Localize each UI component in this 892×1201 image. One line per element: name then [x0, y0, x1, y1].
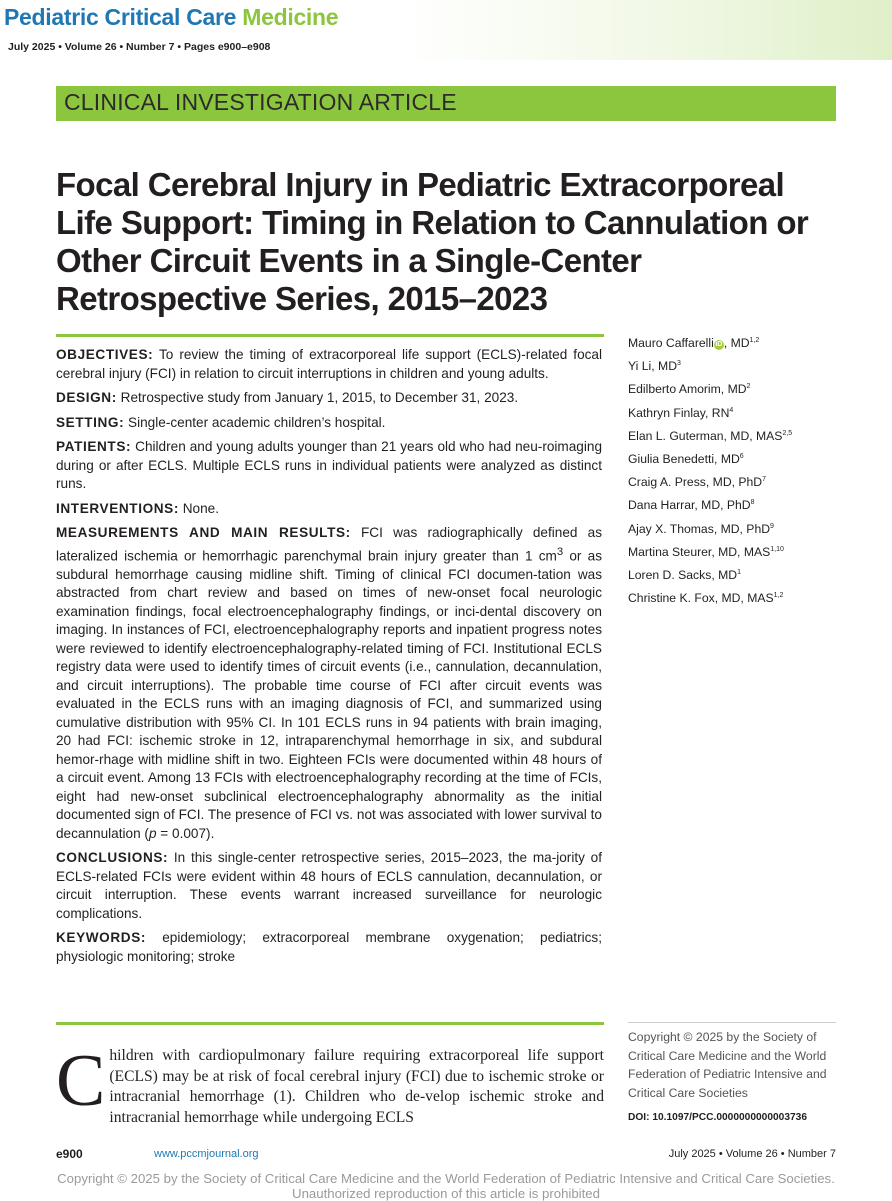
- sidebar-divider: [628, 1022, 836, 1023]
- author-item: [628, 334, 858, 357]
- abstract-patients: [56, 438, 602, 494]
- setting-heading: SETTING:: [56, 414, 125, 430]
- results-text-3: = 0.007).: [156, 825, 215, 841]
- interventions-heading: INTERVENTIONS:: [56, 500, 179, 516]
- author-item: [628, 589, 858, 612]
- abstract-bottom-rule: [56, 1022, 604, 1025]
- author-affiliation: 3: [677, 360, 681, 368]
- abstract-design: [56, 389, 602, 408]
- setting-text: Single-center academic children’s hospital.: [128, 414, 386, 430]
- design-text: Retrospective study from January 1, 2015, to December 31, 2023.: [120, 390, 519, 405]
- author-item: [628, 543, 858, 566]
- abstract-conclusions: [56, 849, 602, 923]
- author-item: [628, 427, 858, 450]
- author-affiliation: 2: [746, 383, 751, 391]
- author-degree: , MD: [711, 567, 738, 582]
- author-degree: , MD, MAS: [714, 591, 774, 606]
- footer-issue-line: July 2025 • Volume 26 • Number 7: [668, 1148, 836, 1160]
- author-item: [628, 520, 858, 543]
- results-p-symbol: p: [148, 825, 157, 841]
- body-paragraph: hildren with cardiopulmonary failure requiring extracorporeal life support (ECLS) may be at risk of focal cerebral injury (FCI) due to ischemic stroke or intracranial hemorrhage (1). Children who de-velop ischemic stroke and intracranial hemorrhage while undergoing ECLS: [109, 1047, 604, 1126]
- author-degree: , MD, PhD: [705, 475, 763, 490]
- article-type-label: CLINICAL INVESTIGATION ARTICLE: [64, 89, 457, 115]
- author-name: Craig A. Press: [628, 475, 706, 490]
- conclusions-heading: CONCLUSIONS:: [56, 850, 169, 866]
- journal-name-part1: Pediatric Critical Care: [4, 4, 237, 30]
- author-name: Edilberto Amorim: [628, 382, 721, 397]
- legal-notice: [0, 1171, 892, 1201]
- author-name: Martina Steurer: [628, 544, 712, 559]
- abstract-setting: [56, 414, 602, 433]
- author-item: [628, 496, 858, 519]
- journal-url-link[interactable]: www.pccmjournal.org: [154, 1148, 259, 1160]
- author-affiliation: 1: [737, 568, 741, 576]
- author-item: [628, 566, 858, 589]
- abstract-interventions: [56, 500, 602, 519]
- keywords-text: epidemiology; extracorporeal membrane oxygenation; pediatrics; physiologic monitoring; stroke: [56, 930, 602, 964]
- author-degree: , MD: [723, 336, 750, 350]
- author-affiliation: 1,10: [770, 545, 784, 553]
- author-affiliation: 2,5: [782, 429, 793, 437]
- legal-line-1: Copyright © 2025 by the Society of Critical Care Medicine and the World Federation of Pediatric Intensive and Critical Care Societies.: [57, 1171, 835, 1186]
- journal-logo: [4, 4, 338, 31]
- author-name: Mauro Caffarelli: [628, 336, 714, 350]
- author-item: [628, 404, 858, 427]
- abstract-top-rule: [56, 334, 604, 337]
- objectives-text: To review the timing of extracorporeal life support (ECLS)-related focal cerebral injury (FCI) in relation to circuit interruptions in children and young adults.: [56, 347, 603, 381]
- author-affiliation: 8: [750, 499, 755, 507]
- author-name: Elan L. Guterman: [628, 428, 724, 443]
- abstract-results: [56, 524, 602, 843]
- author-degree: , MD, PhD: [713, 521, 771, 536]
- author-degree: , MD: [720, 382, 747, 397]
- abstract-objectives: [56, 346, 602, 383]
- author-degree: , MD: [714, 451, 740, 466]
- author-degree: , MD, PhD: [694, 498, 751, 513]
- author-degree: , MD, MAS: [723, 428, 783, 443]
- issue-line: July 2025 • Volume 26 • Number 7 • Pages e900–e908: [8, 41, 271, 53]
- orcid-icon[interactable]: iD: [715, 341, 723, 348]
- author-name: Giulia Benedetti: [628, 451, 715, 466]
- author-name: Loren D. Sacks: [628, 567, 712, 582]
- author-name: Dana Harrar: [628, 498, 695, 513]
- author-item: [628, 473, 858, 496]
- copyright-notice: Copyright © 2025 by the Society of Critical Care Medicine and the World Federation of Pediatric Intensive and Critical Care Societies: [628, 1030, 827, 1100]
- author-affiliation: 1,2: [773, 592, 784, 600]
- legal-line-2: Unauthorized reproduction of this article is prohibited: [292, 1186, 600, 1201]
- author-name: Kathryn Finlay: [628, 405, 705, 420]
- body-text: [56, 1040, 604, 1128]
- abstract-keywords: [56, 929, 602, 966]
- page-number: e900: [56, 1147, 83, 1161]
- keywords-heading: KEYWORDS:: [56, 930, 146, 946]
- conclusions-text: In this single-center retrospective series, 2015–2023, the ma-jority of ECLS-related FCIs were evident within 48 hours of ECLS cannulation, decannulation, or circuit interruption. These events warrant increased surveillance for neurologic complications.: [56, 850, 602, 921]
- interventions-text: None.: [182, 500, 220, 516]
- article-title: Focal Cerebral Injury in Pediatric Extracorporeal Life Support: Timing in Relation to Cannulation or Other Circuit Events in a Single-Center Retrospective Series, 2015–2023: [56, 166, 809, 317]
- author-degree: , MD: [651, 359, 677, 374]
- author-item: [628, 380, 858, 403]
- results-superscript: 3: [556, 545, 564, 558]
- author-affiliation: 7: [762, 476, 767, 484]
- author-affiliation: 9: [770, 522, 774, 530]
- patients-heading: PATIENTS:: [56, 439, 132, 454]
- patients-text: Children and young adults younger than 21 years old who had neu-roimaging during or after ECLS. Multiple ECLS runs in individual patients were analyzed as distinct runs.: [56, 439, 603, 491]
- results-text-2: or as subdural hemorrhage causing midline shift. Timing of clinical FCI documen-tation was abstracted from chart review and based on times of new-onset focal neurologic examination findings, focal electroencephalography findings, or inci-dental discovery on imaging. In instances of FCI, electroencephalography reports and inpatient progress notes were reviewed to identify electroencephalography-related timing of FCI. Institutional ECLS registry data were used to identify times of circuit events (i.e., cannulation, decannulation, and circuit interruptions). The probable time course of FCI after circuit events was evaluated in the ECLS runs with an imaging diagnosis of FCI, and summarized using cumulative distribution with 95% CI. In 101 ECLS runs in 94 patients with brain imaging, 20 had FCI: ischemic stroke in 12, intraparenchymal hemorrhage in six, and subdural hemor-rhage with midline shift in two. Eighteen FCIs were documented within 48 hours of a circuit event. Among 13 FCIs with electroencephalography recording at the time of FCIs, eight had new-onset subclinical electroencephalography abnormality as the initial documented sign of FCI. The presence of FCI vs. not was associated with lower survival to decannulation (: [56, 548, 602, 841]
- author-affiliation: 4: [729, 406, 734, 414]
- author-affiliation: 6: [739, 452, 744, 460]
- author-name: Christine K. Fox: [628, 591, 715, 606]
- article-type-banner: [56, 86, 836, 121]
- author-item: [628, 450, 858, 473]
- objectives-heading: OBJECTIVES:: [56, 347, 154, 362]
- author-item: [628, 357, 858, 380]
- author-degree: , RN: [705, 405, 730, 420]
- author-name: Ajay X. Thomas: [628, 521, 714, 536]
- journal-name-part2: Medicine: [242, 4, 339, 30]
- abstract: [56, 346, 602, 972]
- design-heading: DESIGN:: [56, 390, 117, 405]
- doi-link[interactable]: DOI: 10.1097/PCC.0000000000003736: [628, 1112, 807, 1123]
- author-list: [628, 334, 858, 612]
- author-degree: , MD, MAS: [711, 544, 771, 559]
- author-affiliation: 1,2: [749, 337, 760, 344]
- results-text-1: FCI was radiographically defined as lateralized ischemia or hemorrhagic parenchymal brain injury greater than 1 cm: [56, 525, 602, 564]
- author-name: Yi Li: [628, 359, 652, 374]
- drop-cap: C: [56, 1040, 106, 1122]
- results-heading: MEASUREMENTS AND MAIN RESULTS:: [56, 525, 351, 540]
